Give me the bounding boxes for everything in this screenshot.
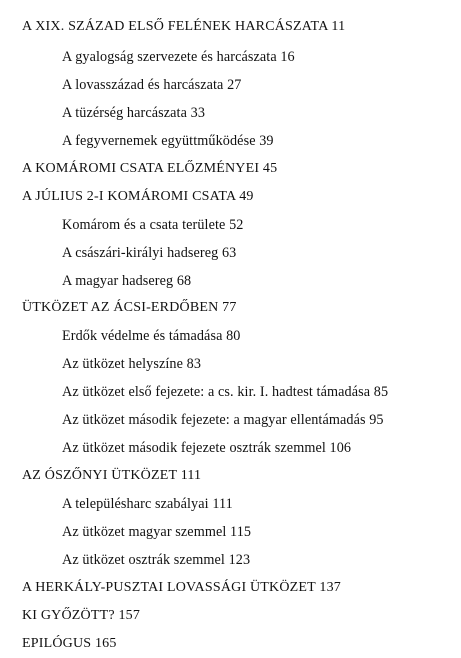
toc-section-entry: Az ütközet osztrák szemmel 123	[62, 552, 251, 568]
toc-section-entry: A fegyvernemek együttműködése 39	[62, 133, 274, 149]
toc-section-entry: Az ütközet magyar szemmel 115	[62, 524, 252, 540]
toc-chapter-heading: AZ ÓSZŐNYI ÜTKÖZET 111	[22, 468, 202, 483]
toc-chapter-heading: KI GYŐZÖTT? 157	[22, 608, 141, 623]
toc-chapter-heading: EPILÓGUS 165	[22, 636, 117, 651]
toc-section-entry: A császári-királyi hadsereg 63	[62, 245, 237, 261]
toc-section-entry: A gyalogság szervezete és harcászata 16	[62, 49, 295, 65]
toc-section-entry: Az ütközet második fejezete: a magyar ellentámadás 95	[62, 412, 384, 428]
toc-chapter-heading: A KOMÁROMI CSATA ELŐZMÉNYEI 45	[22, 161, 278, 176]
toc-section-entry: A településharc szabályai 111	[62, 496, 233, 512]
toc-section-entry: A lovasszázad és harcászata 27	[62, 77, 242, 93]
toc-section-entry: Az ütközet második fejezete osztrák szemmel 106	[62, 440, 352, 456]
toc-section-entry: Komárom és a csata területe 52	[62, 217, 244, 233]
toc-section-entry: Erdők védelme és támadása 80	[62, 328, 241, 344]
toc-section-entry: A tüzérség harcászata 33	[62, 105, 206, 121]
toc-chapter-heading: A HERKÁLY-PUSZTAI LOVASSÁGI ÜTKÖZET 137	[22, 580, 341, 595]
toc-section-entry: Az ütközet helyszíne 83	[62, 356, 202, 372]
toc-section-entry: Az ütközet első fejezete: a cs. kir. I. hadtest támadása 85	[62, 384, 389, 400]
toc-chapter-heading: A JÚLIUS 2-I KOMÁROMI CSATA 49	[22, 189, 254, 204]
toc-section-entry: A magyar hadsereg 68	[62, 273, 192, 289]
toc-chapter-heading: A XIX. SZÁZAD ELSŐ FELÉNEK HARCÁSZATA 11	[22, 19, 346, 34]
toc-chapter-heading: ÜTKÖZET AZ ÁCSI-ERDŐBEN 77	[22, 300, 237, 315]
